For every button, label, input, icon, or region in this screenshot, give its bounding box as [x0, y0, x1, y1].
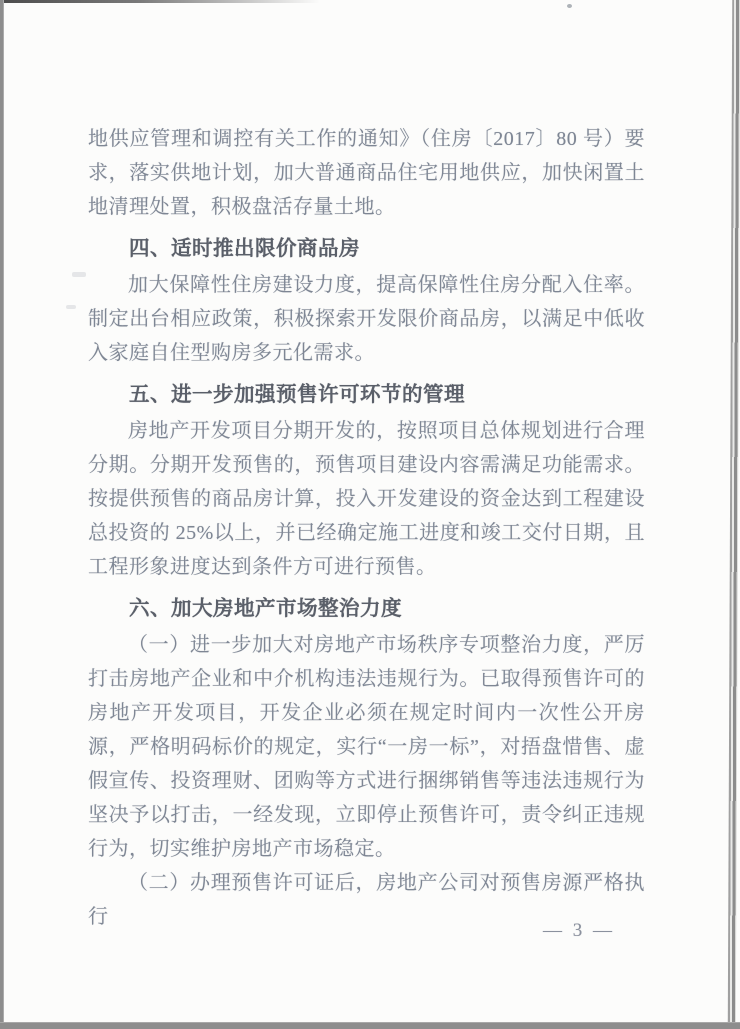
page-number: — 3 — — [543, 920, 615, 941]
heading-section-5: 五、进一步加强预售许可环节的管理 — [129, 383, 465, 406]
heading-section-4: 四、适时推出限价商品房 — [129, 237, 360, 260]
paragraph-section-6-item-2: （二）办理预售许可证后，房地产公司对预售房源严格执行 — [88, 872, 645, 928]
scan-speck — [567, 4, 572, 8]
scan-smudge — [66, 305, 76, 309]
scan-edge-top — [0, 0, 320, 3]
scan-edge-right — [728, 0, 740, 1029]
heading-section-6: 六、加大房地产市场整治力度 — [129, 597, 402, 620]
document-body — [88, 122, 645, 934]
paragraph-section-6-item-1: （一）进一步加大对房地产市场秩序专项整治力度，严厉打击房地产企业和中介机构违法违规行为。已取得预售许可的房地产开发项目，开发企业必须在规定时间内一次性公开房源，严格明码标价的规定，实行“一房一标”，对捂盘惜售、虚假宣传、投资理财、团购等方式进行捆绑销售等违法违规行为坚决予以打击，一经发现，立即停止预售许可，责令纠正违规行为，切实维护房地产市场稳定。 — [88, 634, 645, 860]
paragraph-land-supply-continuation: 地供应管理和调控有关工作的通知》（住房〔2017〕80 号）要求，落实供地计划，加大普通商品住宅用地供应，加快闲置土地清理处置，积极盘活存量土地。 — [88, 128, 645, 218]
scan-edge-bottom — [0, 1022, 740, 1029]
paragraph-section-5: 房地产开发项目分期开发的，按照项目总体规划进行合理分期。分期开发预售的，预售项目建设内容需满足功能需求。按提供预售的商品房计算，投入开发建设的资金达到工程建设总投资的 25%以上，并已经确定施工进度和竣工交付日期，且工程形象进度达到条件方可进行预售。 — [88, 420, 645, 578]
paragraph-section-4: 加大保障性住房建设力度，提高保障性住房分配入住率。制定出台相应政策，积极探索开发限价商品房，以满足中低收入家庭自住型购房多元化需求。 — [88, 274, 645, 364]
scan-smudge — [72, 272, 86, 277]
scan-edge-left — [0, 0, 4, 1029]
